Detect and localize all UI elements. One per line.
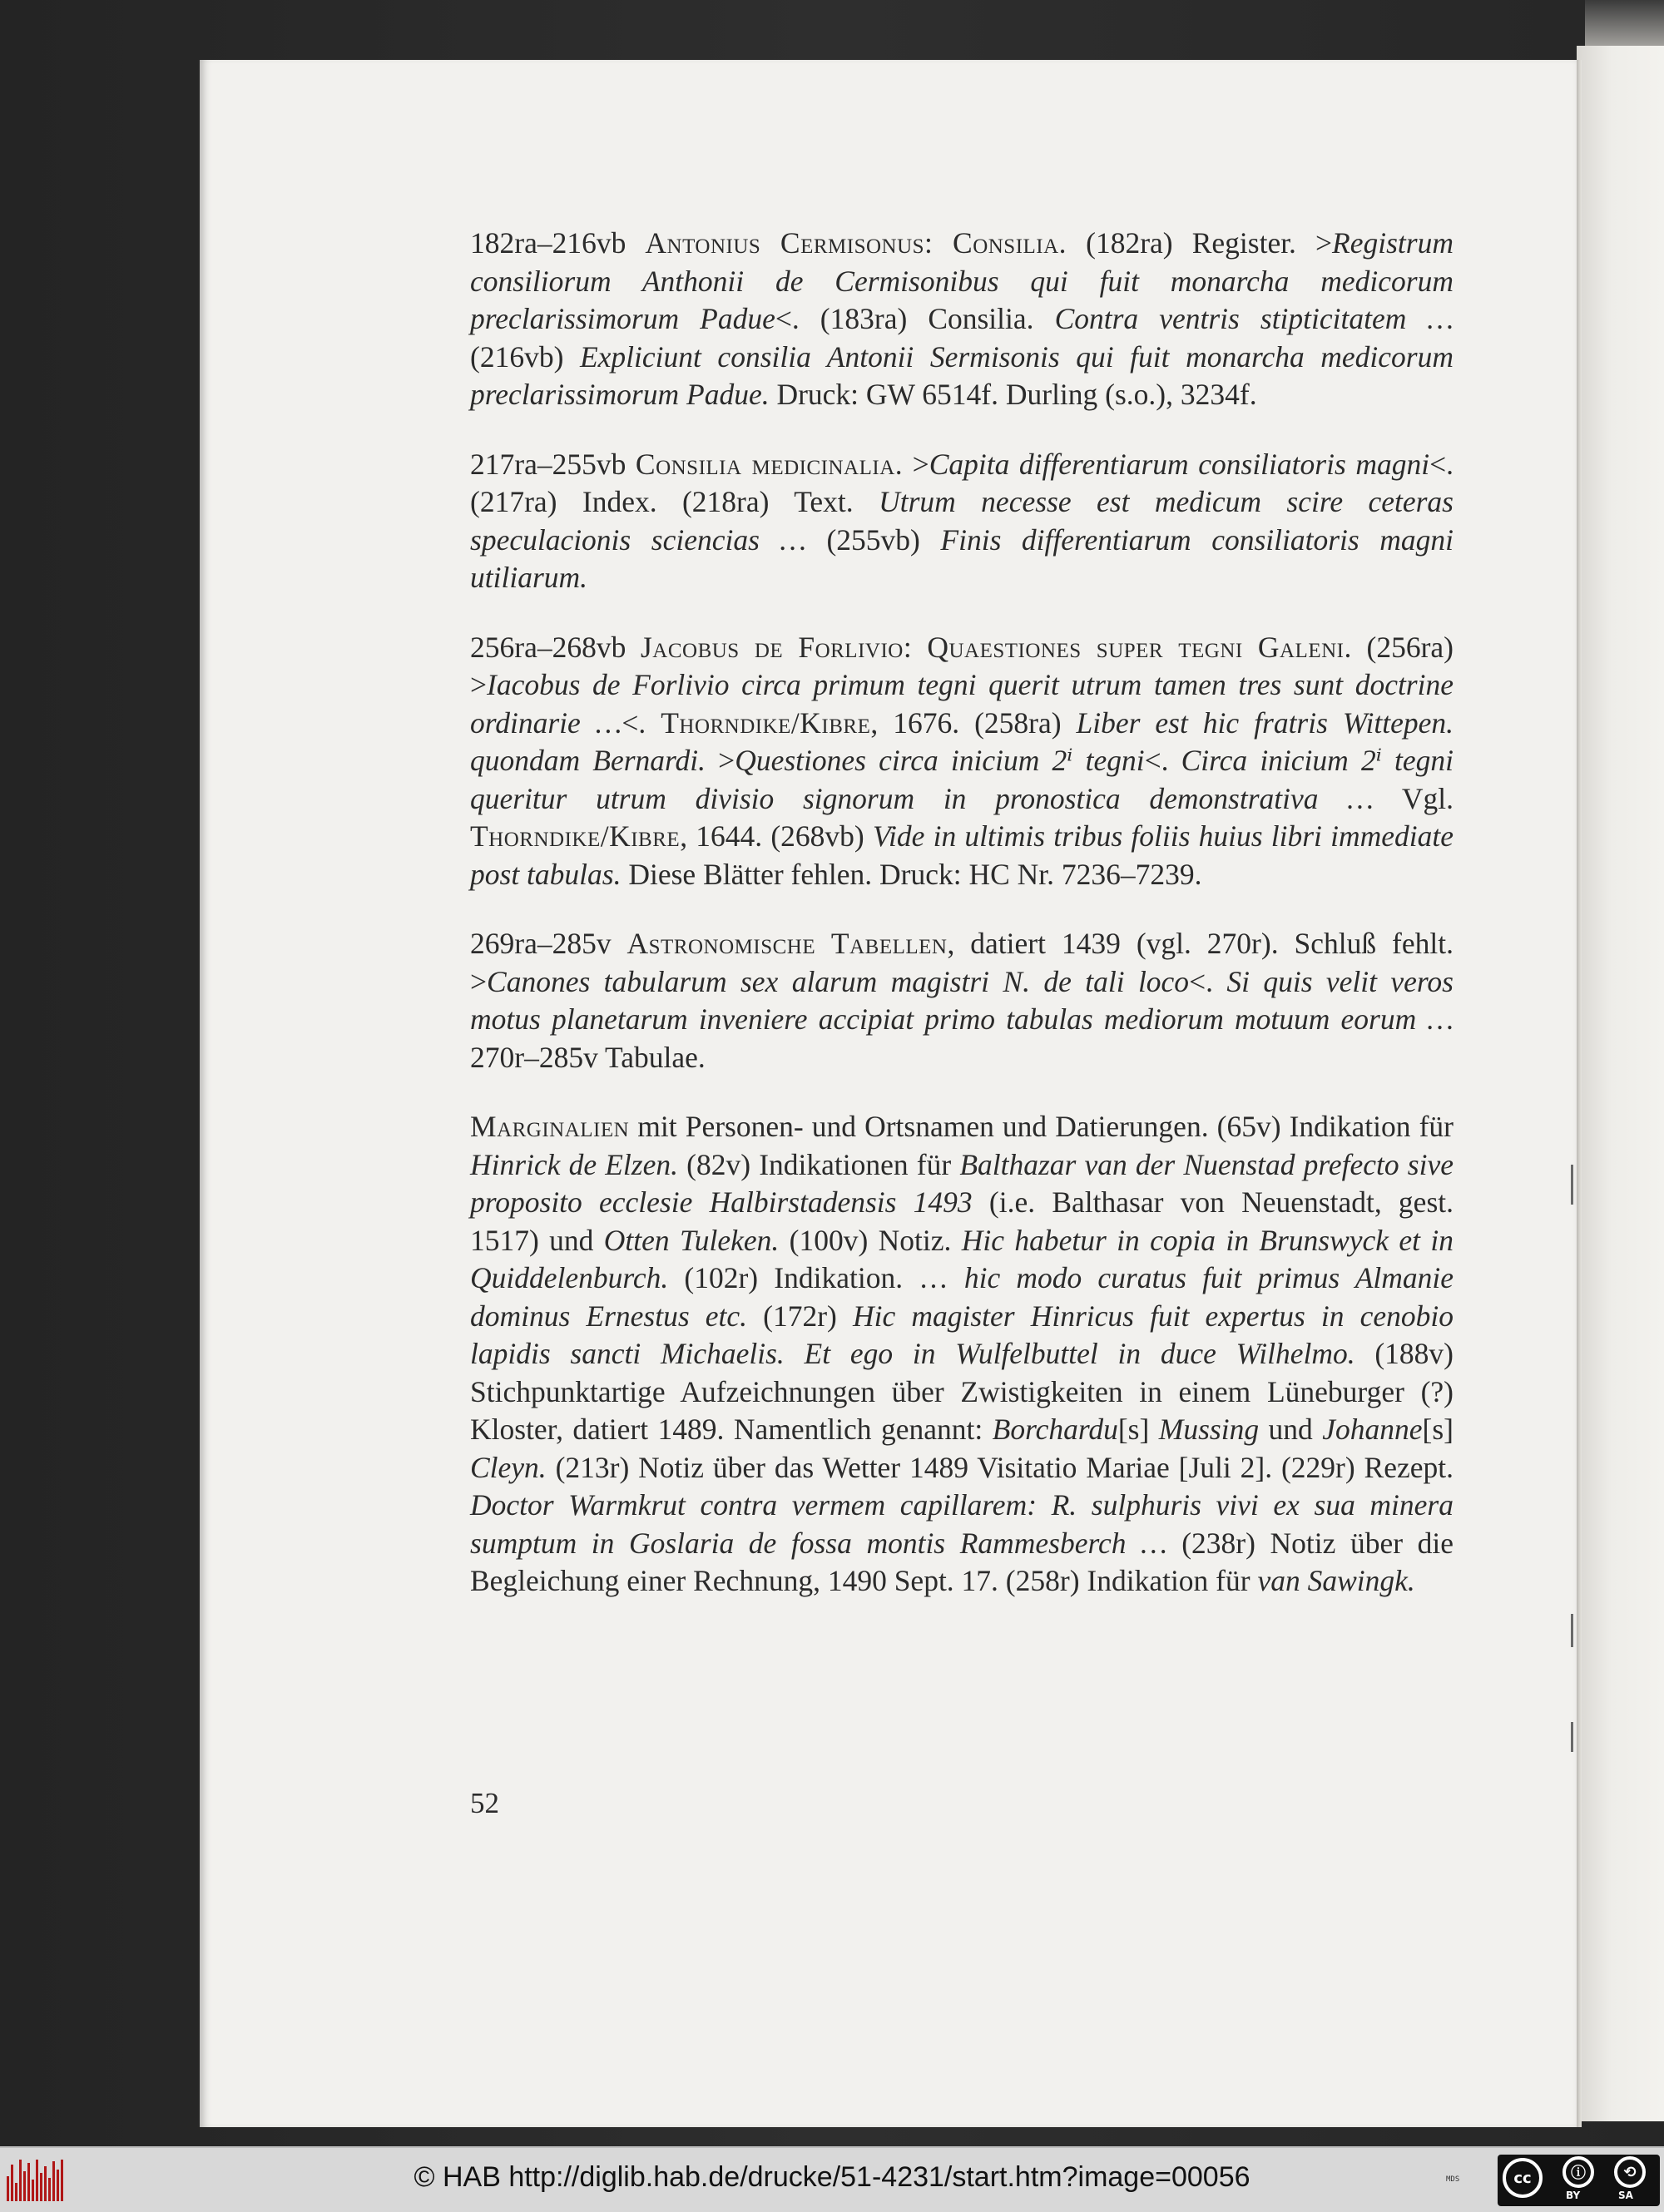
latin-quote: Borchardu [992, 1413, 1118, 1446]
text-run: <. (183ra) Consilia. [775, 302, 1055, 335]
footer-banner [0, 2146, 1664, 2212]
catalog-entry [470, 925, 1454, 1076]
catalog-text [470, 225, 1454, 1632]
by-label: BY [1566, 2190, 1581, 2201]
text-run: (255vb) [805, 522, 941, 557]
catalog-entry [470, 225, 1454, 414]
text-run: (172r) [747, 1299, 853, 1333]
text-run: 217ra–255vb [470, 447, 636, 481]
text-run: (82v) Indikationen für [678, 1147, 960, 1181]
text-run: 256ra–268vb [470, 630, 641, 664]
small-caps-heading: Marginalien [470, 1110, 630, 1143]
text-run: (216vb) [470, 339, 580, 374]
attribution-icon: ⓘ [1562, 2156, 1594, 2188]
text-run: [s] [1117, 1413, 1159, 1446]
latin-quote: Si quis velit veros motus planetarum inveniere accipiat primo tabulas mediorum motuum eorum … [470, 964, 1454, 1036]
catalog-entry [470, 446, 1454, 597]
page-gutter [1577, 60, 1582, 2127]
page-number: 52 [470, 1787, 499, 1819]
text-run: Druck: GW 6514f. Durling (s.o.), 3234f. [769, 378, 1257, 411]
latin-quote: Contra ventris stipticitatem … [1054, 302, 1454, 335]
catalog-entry [470, 629, 1454, 894]
small-caps-heading: Astronomische Tabellen [626, 927, 948, 960]
latin-quote: Finis differentiarum consiliatoris magni utiliarum. [470, 522, 1454, 594]
text-run: <. [1189, 964, 1227, 998]
text-run: mit Personen- und Ortsnamen und Datierungen. (65v) Indikation für [629, 1110, 1454, 1143]
text-run: (100v) Notiz. [779, 1223, 962, 1257]
latin-quote: Johanne [1322, 1413, 1423, 1446]
latin-quote: Otten Tuleken. [603, 1223, 780, 1257]
text-run: (182ra) Register. > [1067, 226, 1333, 260]
text-run: <. [1144, 744, 1181, 777]
latin-quote: Capita differentiarum consiliatoris magni [929, 447, 1430, 481]
latin-quote: Questiones circa inicium 2ⁱ tegni [735, 744, 1145, 777]
text-run: (238r) Notiz über die Begleichung einer Rechnung, 1490 Sept. 17. (258r) Indikation für [470, 1526, 1454, 1597]
text-run: (256ra) > [470, 630, 1454, 701]
text-run: und [1259, 1413, 1323, 1446]
facing-page-edge [1577, 46, 1664, 2121]
catalog-entry [470, 1108, 1454, 1601]
text-run: (213r) Notiz über das Wetter 1489 Visitatio Mariae [Juli 2]. (229r) Rezept. [546, 1450, 1454, 1484]
latin-quote: Iacobus de Forlivio circa primum tegni querit utrum tamen tres sunt doctrine ordinarie … [470, 668, 1454, 740]
latin-quote: Canones tabularum sex alarum magistri N. de tali loco [487, 964, 1190, 998]
latin-quote: Hic magister Hinricus fuit expertus in cenobio lapidis sancti Michaelis. Et ego in Wulfelbuttel in duce Wilhelmo. [470, 1299, 1454, 1370]
latin-quote: van Sawingk. [1257, 1564, 1415, 1597]
text-run: <. [622, 705, 661, 740]
cc-license-badge[interactable] [1498, 2155, 1660, 2206]
latin-quote: Hic habetur in copia in Brunswyck et in Quiddelenburch. [470, 1223, 1454, 1294]
small-caps-heading: Thorndike/Kibre [661, 705, 871, 740]
margin-mark [1571, 1614, 1573, 1647]
small-caps-heading: Consilia medicinalia. [635, 447, 904, 481]
small-caps-heading: Antonius Cermisonus: Consilia. [645, 226, 1067, 260]
latin-quote: Mussing [1158, 1413, 1260, 1446]
margin-mark [1571, 1722, 1573, 1752]
latin-quote: Utrum necesse est medicum scire ceteras speculacionis sciencias … [470, 485, 1454, 557]
latin-quote: hic modo curatus fuit primus Almanie dominus Ernestus etc. [470, 1261, 1454, 1333]
small-caps-heading: Jacobus de Forlivio: Quaestiones super tegni Galeni. [640, 630, 1352, 664]
source-url[interactable]: © HAB http://diglib.hab.de/drucke/51-4231/start.htm?image=00056 [414, 2161, 1250, 2193]
margin-mark [1571, 1165, 1573, 1205]
text-run: , 1676. (258ra) [870, 705, 1077, 740]
text-run: <. (217ra) Index. (218ra) Text. [470, 447, 1454, 518]
latin-quote: Hinrick de Elzen. [470, 1147, 678, 1181]
mds-code: MDS [1446, 2175, 1460, 2184]
latin-quote: Balthazar van der Nuenstad prefecto sive proposito ecclesie Halbirstadensis 1493 [470, 1147, 1454, 1219]
latin-quote: Circa inicium 2ⁱ tegni queritur utrum divisio signorum in pronostica demonstrativa … [470, 744, 1454, 815]
cc-icon: cc [1503, 2158, 1543, 2198]
share-alike-icon: ⟲ [1614, 2156, 1646, 2188]
text-run: (188v) Stichpunktartige Aufzeichnungen über Zwistigkeiten in einem Lüneburger (?) Kloster, datiert 1489. Namentlich genannt: [470, 1337, 1454, 1446]
latin-quote: Liber est hic fratris Wittepen. quondam Bernardi. [470, 705, 1454, 777]
text-run: > [706, 744, 735, 777]
sa-label: SA [1618, 2190, 1633, 2201]
text-run: [s] [1422, 1413, 1454, 1446]
text-run: 269ra–285v [470, 927, 627, 960]
latin-quote: Doctor Warmkrut contra vermem capillarem: R. sulphuris vivi ex sua minera sumptum in Goslaria de fossa montis Rammesberch … [470, 1488, 1454, 1560]
text-run: > [903, 447, 929, 481]
text-run: , datiert 1439 (vgl. 270r). Schluß fehlt. > [470, 927, 1454, 998]
text-run: (i.e. Balthasar von Neuenstadt, gest. 1517) und [470, 1185, 1454, 1257]
text-run: Vgl. [1373, 781, 1454, 815]
latin-quote: Vide in ultimis tribus foliis huius libri immediate post tabulas. [470, 819, 1454, 891]
latin-quote: Cleyn. [470, 1450, 547, 1484]
text-run: Diese Blätter fehlen. Druck: HC Nr. 7236–7239. [621, 857, 1202, 891]
small-caps-heading: Thorndike/Kibre [470, 819, 681, 853]
text-run: 182ra–216vb [470, 226, 646, 260]
latin-quote: Registrum consiliorum Anthonii de Cermisonibus qui fuit monarcha medicorum preclarissimorum Padue [470, 226, 1454, 335]
text-run: (102r) Indikation. … [668, 1261, 964, 1294]
text-run: , 1644. (268vb) [680, 819, 873, 853]
latin-quote: Expliciunt consilia Antonii Sermisonis qui fuit monarcha medicorum preclarissimorum Padue. [470, 339, 1454, 411]
text-run: 270r–285v Tabulae. [470, 1040, 706, 1074]
